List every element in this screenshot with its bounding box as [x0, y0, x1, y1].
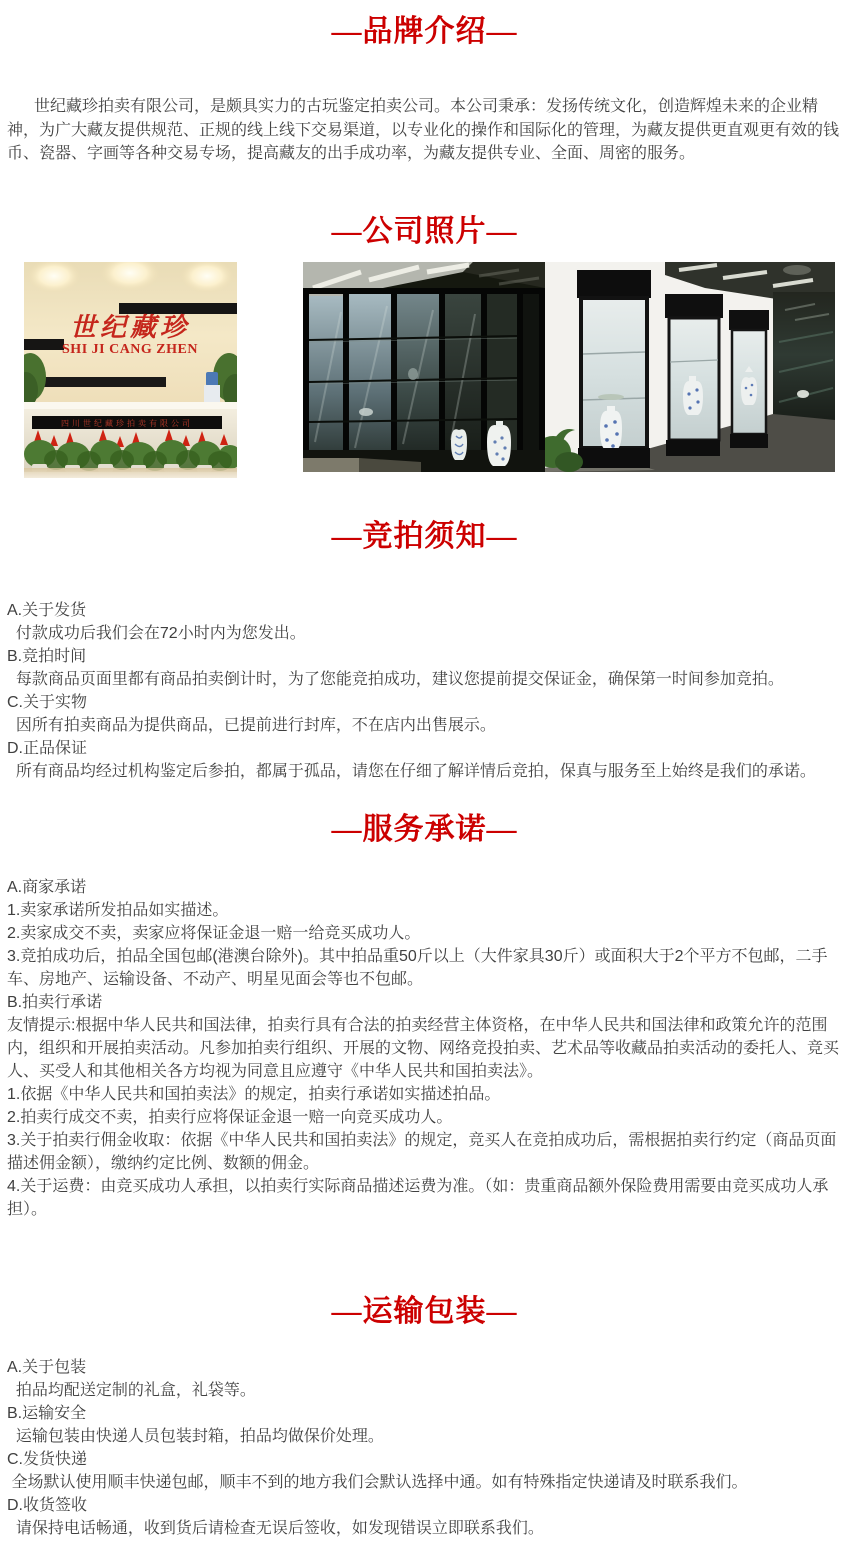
- service-line: 1.依据《中华人民共和国拍卖法》的规定，拍卖行承诺如实描述拍品。: [7, 1085, 501, 1103]
- section-auction-notice: [0, 520, 849, 783]
- service-line: 1.卖家承诺所发拍品如实描述。: [7, 901, 229, 919]
- shipping-line: 请保持电话畅通，收到货后请检查无误后签收，如发现错误立即联系我们。: [7, 1519, 544, 1537]
- notice-line: D.正品保证: [7, 739, 88, 757]
- brand-intro-title: —品牌介绍—: [331, 15, 518, 48]
- notice-line: 所有商品均经过机构鉴定后参拍，都属于孤品，请您在仔细了解详情后竞拍，保真与服务至上始终是我们的承诺。: [7, 762, 816, 780]
- showcase-cabinet-1: [577, 270, 651, 468]
- water-dispenser: [204, 372, 220, 403]
- company-photos-row: [0, 262, 849, 472]
- photo-reflection-strip: [24, 468, 237, 478]
- notice-line: A.关于发货: [7, 601, 87, 619]
- reception-desk-sign-text: 四川世纪藏珍拍卖有限公司: [61, 418, 193, 428]
- service-line: 友情提示:根据中华人民共和国法律，拍卖行具有合法的拍卖经营主体资格，在中华人民共和国法律和政策允许的范围内，组织和开展拍卖活动。凡参加拍卖行组织、开展的文物、网络竞投拍卖、艺术品等收藏品拍卖活动的委托人、竞买人、买受人和其他相关各方均视为同意且应遵守《中华人民共和国拍卖法》。: [7, 1016, 840, 1080]
- service-promise-title: —服务承诺—: [331, 812, 518, 846]
- shipping-packaging-list: [7, 1356, 841, 1540]
- shipping-line: B.运输安全: [7, 1404, 87, 1422]
- showcase-cabinet-2: [665, 294, 723, 456]
- photo-display-cabinets-right: [545, 262, 835, 472]
- service-promise-list: [7, 876, 841, 1221]
- reception-brand-text-en: SHI JI CANG ZHEN: [62, 341, 198, 357]
- notice-line: C.关于实物: [7, 693, 88, 711]
- showcase-cabinet-3: [729, 310, 769, 448]
- shipping-line: A.关于包装: [7, 1358, 87, 1376]
- service-line: 2.拍卖行成交不卖，拍卖行应将保证金退一赔一向竞买成功人。: [7, 1108, 453, 1126]
- notice-line: 因所有拍卖商品为提供商品，已提前进行封库，不在店内出售展示。: [7, 716, 496, 734]
- section-shipping-packaging: [0, 1295, 849, 1540]
- service-line: 4.关于运费：由竞买成功人承担，以拍卖行实际商品描述运费为准。（如：贵重商品额外保险费用需要由竞买成功人承担）。: [7, 1177, 829, 1218]
- section-brand-intro: [0, 0, 849, 166]
- service-line: A.商家承诺: [7, 878, 87, 896]
- service-line: 3.关于拍卖行佣金收取：依据《中华人民共和国拍卖法》的规定，竞买人在竞拍成功后，需根据拍卖行约定（商品页面描述佣金额），缴纳约定比例、数额的佣金。: [7, 1131, 837, 1172]
- notice-line: 每款商品页面里都有商品拍卖倒计时，为了您能竞拍成功，建议您提前提交保证金，确保第一时间参加竞拍。: [7, 670, 784, 688]
- auction-notice-title: —竞拍须知—: [331, 519, 518, 553]
- photo-display-cabinets-left: [303, 262, 545, 472]
- shipping-line: D.收货签收: [7, 1496, 88, 1514]
- section-company-photos: [0, 215, 849, 472]
- brand-intro-paragraph: 世纪藏珍拍卖有限公司，是颇具实力的古玩鉴定拍卖公司。本公司秉承：发扬传统文化，创造辉煌未来的企业精神，为广大藏友提供规范、正规的线上线下交易渠道，以专业化的操作和国际化的管理，为藏友提供更直观更有效的钱币、瓷器、字画等各种交易专场，提高藏友的出手成功率，为藏友提供专业、全面、周密的服务。: [7, 98, 840, 162]
- service-line: B.拍卖行承诺: [7, 993, 103, 1011]
- notice-line: 付款成功后我们会在72小时内为您发出。: [7, 624, 306, 642]
- service-line: 2.卖家成交不卖，卖家应将保证金退一赔一给竞买成功人。: [7, 924, 421, 942]
- service-line: 3.竞拍成功后，拍品全国包邮(港澳台除外)。其中拍品重50斤以上（大件家具30斤）或面积大于2个平方不包邮，二手车、房地产、运输设备、不动产、明星见面会等也不包邮。: [7, 947, 828, 988]
- section-service-promise: [0, 813, 849, 1221]
- shipping-line: 运输包装由快递人员包装封箱，拍品均做保价处理。: [7, 1427, 384, 1445]
- shipping-line: C.发货快递: [7, 1450, 88, 1468]
- wall-bar-mid: [24, 339, 64, 350]
- shipping-line: 拍品均配送定制的礼盒，礼袋等。: [7, 1381, 256, 1399]
- notice-line: B.竞拍时间: [7, 647, 87, 665]
- auction-notice-list: [7, 599, 841, 783]
- reception-brand-text-cn: 世纪藏珍: [69, 312, 191, 342]
- shipping-line: 全场默认使用顺丰快递包邮，顺丰不到的地方我们会默认选择中通。如有特殊指定快递请及时联系我们。: [7, 1473, 748, 1491]
- shipping-packaging-title: —运输包装—: [331, 1294, 518, 1328]
- company-photos-title: —公司照片—: [331, 214, 518, 248]
- photo-reception: [24, 262, 237, 472]
